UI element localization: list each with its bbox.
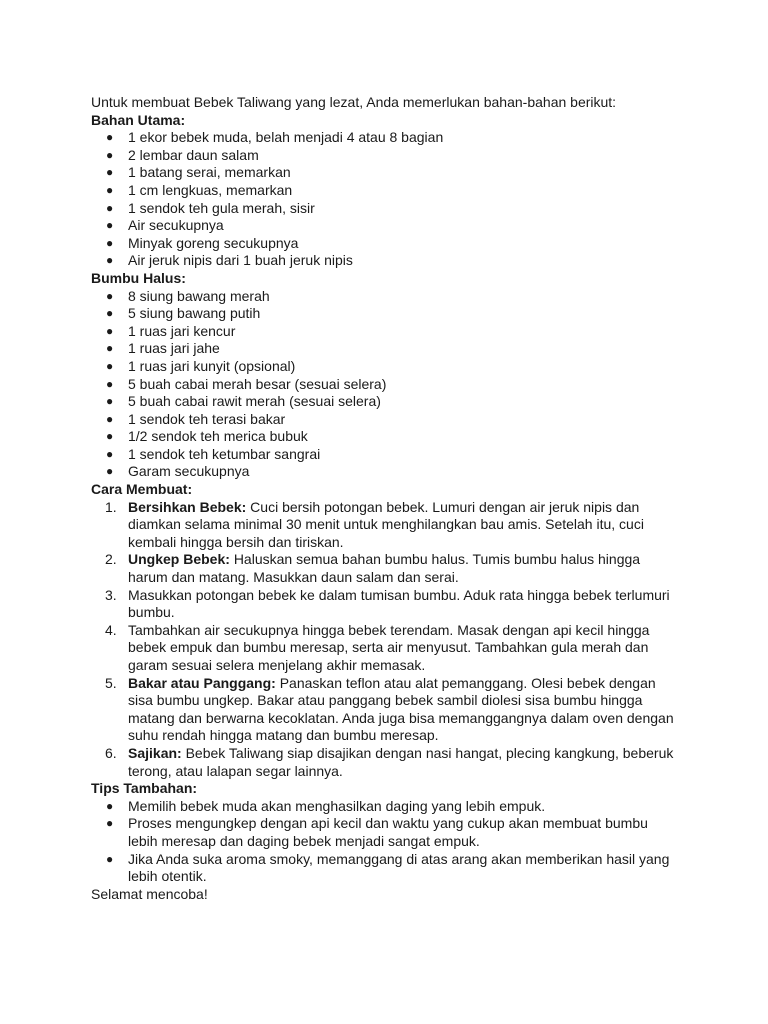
list-item <box>91 446 681 464</box>
step-number: 1. <box>105 498 117 515</box>
list-item <box>91 200 681 218</box>
list-item <box>91 252 681 270</box>
step-title: Sajikan: <box>128 744 182 761</box>
bullet-icon: ● <box>106 341 114 356</box>
list-item-text: Air secukupnya <box>128 217 224 234</box>
bullet-icon: ● <box>106 816 114 831</box>
list-item-text: 1 batang serai, memarkan <box>128 164 291 181</box>
step-number: 4. <box>105 621 117 638</box>
bullet-icon: ● <box>106 235 114 250</box>
list-item <box>91 323 681 341</box>
step-number: 3. <box>105 586 117 603</box>
list-item-text: 1 ruas jari jahe <box>128 340 220 357</box>
bullet-icon: ● <box>106 253 114 268</box>
list-item-text: 1 ruas jari kencur <box>128 322 236 339</box>
list-item <box>91 815 681 850</box>
list-item-text: Minyak goreng secukupnya <box>128 234 299 251</box>
list-item <box>91 340 681 358</box>
list-item <box>91 376 681 394</box>
step-item <box>91 745 681 780</box>
cara-membuat-heading: Cara Membuat: <box>91 481 193 498</box>
bullet-icon: ● <box>106 798 114 813</box>
step-item <box>91 499 681 552</box>
step-text: Cuci bersih potongan bebek. Lumuri dengan air jeruk nipis dan diamkan selama minimal 30 menit untuk menghilangkan bau amis. Setelah itu, cuci kembali hingga bersih dan tiriskan. <box>128 498 644 550</box>
list-item-text: 1 sendok teh ketumbar sangrai <box>128 445 321 462</box>
bahan-utama-list <box>91 129 681 270</box>
list-item <box>91 393 681 411</box>
list-item <box>91 288 681 306</box>
step-title: Ungkep Bebek: <box>128 551 230 568</box>
list-item <box>91 305 681 323</box>
bullet-icon: ● <box>106 851 114 866</box>
bullet-icon: ● <box>106 464 114 479</box>
bullet-icon: ● <box>106 446 114 461</box>
document-page <box>91 94 681 903</box>
list-item-text: 1/2 sendok teh merica bubuk <box>128 428 308 445</box>
step-title: Bersihkan Bebek: <box>128 498 247 515</box>
list-item-text: 1 cm lengkuas, memarkan <box>128 181 293 198</box>
list-item-text: 5 buah cabai rawit merah (sesuai selera) <box>128 393 381 410</box>
list-item <box>91 217 681 235</box>
list-item-text: 1 ekor bebek muda, belah menjadi 4 atau 8 bagian <box>128 129 444 146</box>
list-item-text: Jika Anda suka aroma smoky, memanggang di atas arang akan memberikan hasil yang lebih otentik. <box>128 850 670 885</box>
tips-list <box>91 798 681 886</box>
bullet-icon: ● <box>106 358 114 373</box>
list-item <box>91 428 681 446</box>
list-item-text: Garam secukupnya <box>128 463 250 480</box>
step-text: Tambahkan air secukupnya hingga bebek terendam. Masak dengan api kecil hingga bebek empuk dan bumbu meresap, serta air menyusut. Tambahkan gula merah dan garam sesuai selera menjelang akhir memasak. <box>128 621 650 673</box>
bullet-icon: ● <box>106 200 114 215</box>
list-item-text: 5 siung bawang putih <box>128 305 261 322</box>
bullet-icon: ● <box>106 411 114 426</box>
bullet-icon: ● <box>106 323 114 338</box>
step-item <box>91 622 681 675</box>
bumbu-halus-heading: Bumbu Halus: <box>91 269 186 286</box>
closing-text: Selamat mencoba! <box>91 885 208 902</box>
bullet-icon: ● <box>106 288 114 303</box>
list-item-text: 1 sendok teh terasi bakar <box>128 410 286 427</box>
bullet-icon: ● <box>106 306 114 321</box>
step-number: 5. <box>105 674 117 691</box>
step-item <box>91 675 681 745</box>
list-item-text: 2 lembar daun salam <box>128 146 259 163</box>
list-item-text: 5 buah cabai merah besar (sesuai selera) <box>128 375 387 392</box>
tips-heading: Tips Tambahan: <box>91 780 198 797</box>
list-item-text: 1 ruas jari kunyit (opsional) <box>128 357 296 374</box>
list-item <box>91 129 681 147</box>
list-item <box>91 235 681 253</box>
bullet-icon: ● <box>106 218 114 233</box>
bahan-utama-heading: Bahan Utama: <box>91 111 186 128</box>
step-number: 6. <box>105 744 117 761</box>
list-item <box>91 463 681 481</box>
bumbu-halus-list <box>91 288 681 482</box>
list-item-text: 1 sendok teh gula merah, sisir <box>128 199 315 216</box>
step-item <box>91 551 681 586</box>
list-item <box>91 411 681 429</box>
bullet-icon: ● <box>106 130 114 145</box>
step-text: Panaskan teflon atau alat pemanggang. Olesi bebek dengan sisa bumbu ungkep. Bakar atau panggang bebek sambil diolesi sisa bumbu hingga matang dan berwarna kecoklatan. Anda juga bisa memanggangnya dalam oven dengan suhu rendah hingga matang dan bumbu meresap. <box>128 674 674 744</box>
list-item-text: Proses mengungkep dengan api kecil dan waktu yang cukup akan membuat bumbu lebih meresap dan daging bebek menjadi sangat empuk. <box>128 815 648 849</box>
step-text: Masukkan potongan bebek ke dalam tumisan bumbu. Aduk rata hingga bebek terlumuri bumbu. <box>128 586 670 621</box>
list-item-text: Air jeruk nipis dari 1 buah jeruk nipis <box>128 252 353 269</box>
list-item <box>91 358 681 376</box>
intro-text: Untuk membuat Bebek Taliwang yang lezat, Anda memerlukan bahan-bahan berikut: <box>91 94 617 110</box>
bullet-icon: ● <box>106 394 114 409</box>
bullet-icon: ● <box>106 165 114 180</box>
list-item <box>91 182 681 200</box>
list-item-text: 8 siung bawang merah <box>128 287 270 304</box>
list-item <box>91 164 681 182</box>
step-item <box>91 587 681 622</box>
step-number: 2. <box>105 551 117 568</box>
step-text: Bebek Taliwang siap disajikan dengan nasi hangat, plecing kangkung, beberuk terong, atau lalapan segar lainnya. <box>128 744 674 779</box>
list-item <box>91 147 681 165</box>
bullet-icon: ● <box>106 429 114 444</box>
list-item-text: Memilih bebek muda akan menghasilkan daging yang lebih empuk. <box>128 797 546 814</box>
step-text: Haluskan semua bahan bumbu halus. Tumis bumbu halus hingga harum dan matang. Masukkan daun salam dan serai. <box>128 551 641 586</box>
list-item <box>91 798 681 816</box>
cara-membuat-steps <box>91 499 681 781</box>
bullet-icon: ● <box>106 376 114 391</box>
bullet-icon: ● <box>106 182 114 197</box>
list-item <box>91 851 681 886</box>
bullet-icon: ● <box>106 147 114 162</box>
step-title: Bakar atau Panggang: <box>128 674 276 691</box>
